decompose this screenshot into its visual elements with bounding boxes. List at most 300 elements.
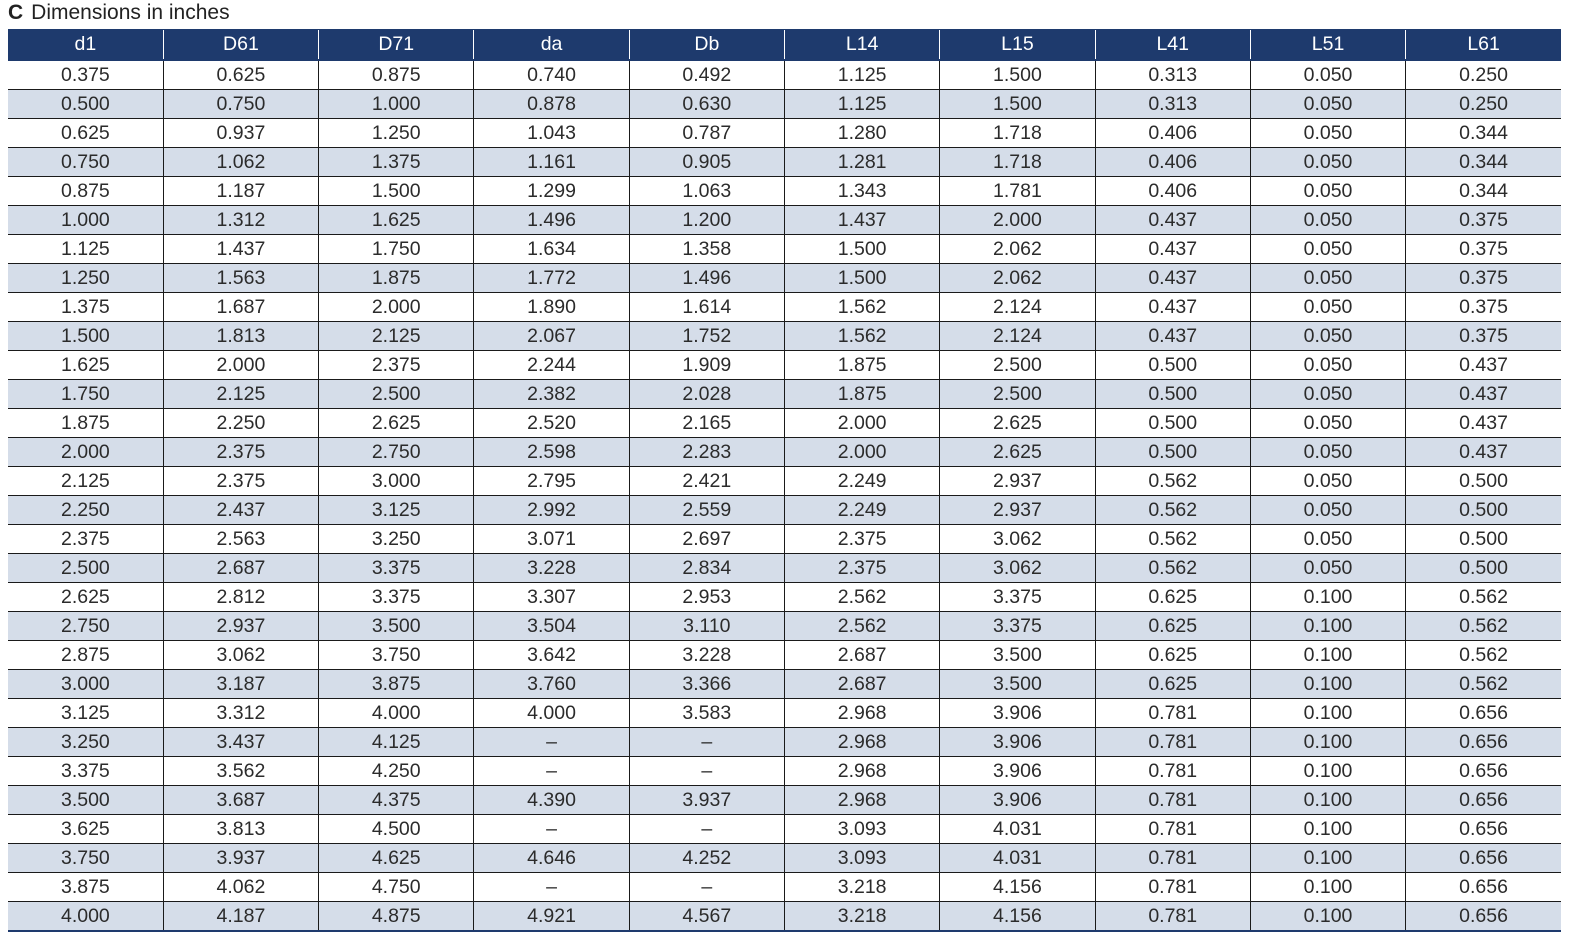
- table-cell: 3.250: [8, 728, 163, 757]
- table-cell: 1.043: [474, 119, 629, 148]
- table-cell: 2.750: [8, 612, 163, 641]
- table-body: [8, 60, 1561, 931]
- table-cell: 0.050: [1250, 119, 1405, 148]
- table-cell: 3.312: [163, 699, 318, 728]
- table-cell: 2.563: [163, 525, 318, 554]
- table-row: [8, 409, 1561, 438]
- table-cell: 2.000: [8, 438, 163, 467]
- table-cell: 4.031: [940, 844, 1095, 873]
- table-cell: 3.250: [319, 525, 474, 554]
- table-cell: 2.249: [784, 496, 939, 525]
- table-cell: 2.500: [319, 380, 474, 409]
- table-cell: 2.421: [629, 467, 784, 496]
- table-cell: 0.562: [1406, 641, 1561, 670]
- table-cell: 0.625: [1095, 670, 1250, 699]
- column-header-db: Db: [629, 30, 784, 61]
- table-cell: 1.500: [784, 235, 939, 264]
- table-cell: 0.437: [1095, 322, 1250, 351]
- table-cell: 1.500: [8, 322, 163, 351]
- table-cell: –: [474, 873, 629, 902]
- table-cell: 0.313: [1095, 90, 1250, 119]
- column-header-l51: L51: [1250, 30, 1405, 61]
- table-cell: 2.062: [940, 264, 1095, 293]
- table-cell: 4.390: [474, 786, 629, 815]
- table-cell: 4.156: [940, 902, 1095, 932]
- table-cell: 4.750: [319, 873, 474, 902]
- table-row: [8, 467, 1561, 496]
- table-cell: 0.630: [629, 90, 784, 119]
- table-cell: 3.937: [629, 786, 784, 815]
- table-cell: 0.437: [1095, 206, 1250, 235]
- table-cell: 2.375: [319, 351, 474, 380]
- table-row: [8, 815, 1561, 844]
- table-cell: 2.697: [629, 525, 784, 554]
- table-cell: 3.500: [940, 670, 1095, 699]
- table-cell: –: [474, 815, 629, 844]
- table-cell: 0.100: [1250, 873, 1405, 902]
- table-cell: 0.562: [1406, 612, 1561, 641]
- table-cell: 2.687: [163, 554, 318, 583]
- table-cell: 1.063: [629, 177, 784, 206]
- table-cell: 3.906: [940, 699, 1095, 728]
- table-cell: 0.050: [1250, 264, 1405, 293]
- table-cell: 1.781: [940, 177, 1095, 206]
- table-cell: 1.161: [474, 148, 629, 177]
- table-cell: 2.625: [940, 438, 1095, 467]
- table-cell: 0.100: [1250, 844, 1405, 873]
- table-row: [8, 786, 1561, 815]
- table-cell: 1.281: [784, 148, 939, 177]
- table-cell: 2.067: [474, 322, 629, 351]
- table-cell: 2.625: [319, 409, 474, 438]
- table-cell: 3.093: [784, 844, 939, 873]
- table-header: [8, 30, 1561, 61]
- table-cell: 2.625: [8, 583, 163, 612]
- table-cell: 0.050: [1250, 60, 1405, 90]
- table-cell: 0.100: [1250, 612, 1405, 641]
- table-row: [8, 60, 1561, 90]
- table-cell: 3.750: [319, 641, 474, 670]
- table-cell: 4.156: [940, 873, 1095, 902]
- table-cell: 0.781: [1095, 699, 1250, 728]
- table-cell: 3.375: [319, 554, 474, 583]
- table-cell: 0.656: [1406, 757, 1561, 786]
- table-row: [8, 148, 1561, 177]
- table-cell: 2.375: [163, 467, 318, 496]
- table-cell: 4.000: [319, 699, 474, 728]
- table-cell: 0.878: [474, 90, 629, 119]
- table-cell: 1.875: [8, 409, 163, 438]
- table-cell: 2.687: [784, 641, 939, 670]
- table-cell: 4.625: [319, 844, 474, 873]
- table-cell: 4.125: [319, 728, 474, 757]
- table-cell: 2.992: [474, 496, 629, 525]
- table-cell: 3.218: [784, 902, 939, 932]
- table-cell: 2.795: [474, 467, 629, 496]
- table-cell: 1.437: [163, 235, 318, 264]
- table-cell: 0.406: [1095, 119, 1250, 148]
- table-cell: 4.031: [940, 815, 1095, 844]
- table-cell: 3.906: [940, 786, 1095, 815]
- table-cell: 2.437: [163, 496, 318, 525]
- table-cell: 0.313: [1095, 60, 1250, 90]
- table-cell: 2.124: [940, 293, 1095, 322]
- table-cell: 3.562: [163, 757, 318, 786]
- table-cell: 2.249: [784, 467, 939, 496]
- table-cell: 2.000: [784, 409, 939, 438]
- table-cell: 0.050: [1250, 351, 1405, 380]
- table-cell: 0.562: [1406, 670, 1561, 699]
- table-cell: 3.375: [940, 583, 1095, 612]
- table-cell: 2.625: [940, 409, 1095, 438]
- table-cell: 1.250: [8, 264, 163, 293]
- table-cell: 0.050: [1250, 554, 1405, 583]
- table-cell: 0.050: [1250, 235, 1405, 264]
- table-row: [8, 699, 1561, 728]
- table-cell: 3.375: [8, 757, 163, 786]
- column-header-l15: L15: [940, 30, 1095, 61]
- table-row: [8, 902, 1561, 932]
- table-cell: 3.375: [319, 583, 474, 612]
- table-cell: 2.953: [629, 583, 784, 612]
- table-cell: 0.656: [1406, 844, 1561, 873]
- table-cell: 4.000: [8, 902, 163, 932]
- table-cell: 0.562: [1095, 554, 1250, 583]
- table-row: [8, 264, 1561, 293]
- table-cell: 0.562: [1095, 496, 1250, 525]
- table-cell: 3.760: [474, 670, 629, 699]
- table-cell: 1.125: [784, 60, 939, 90]
- table-cell: 2.968: [784, 728, 939, 757]
- table-cell: 1.890: [474, 293, 629, 322]
- table-cell: 3.813: [163, 815, 318, 844]
- table-cell: 0.050: [1250, 322, 1405, 351]
- table-cell: 2.125: [319, 322, 474, 351]
- table-cell: 0.050: [1250, 380, 1405, 409]
- table-cell: 3.500: [8, 786, 163, 815]
- table-cell: 2.968: [784, 786, 939, 815]
- table-cell: 1.750: [319, 235, 474, 264]
- table-cell: 2.937: [940, 496, 1095, 525]
- table-cell: 2.375: [163, 438, 318, 467]
- table-cell: 0.625: [1095, 583, 1250, 612]
- table-cell: 0.781: [1095, 844, 1250, 873]
- table-cell: 0.437: [1095, 264, 1250, 293]
- table-cell: 3.125: [319, 496, 474, 525]
- table-cell: 0.781: [1095, 757, 1250, 786]
- table-cell: 1.625: [8, 351, 163, 380]
- table-cell: 0.050: [1250, 148, 1405, 177]
- table-cell: 4.252: [629, 844, 784, 873]
- table-cell: 1.500: [940, 60, 1095, 90]
- table-cell: 0.406: [1095, 148, 1250, 177]
- table-cell: 1.280: [784, 119, 939, 148]
- table-row: [8, 206, 1561, 235]
- table-cell: 1.437: [784, 206, 939, 235]
- table-cell: –: [629, 815, 784, 844]
- dimensions-table: [8, 29, 1561, 932]
- table-row: [8, 525, 1561, 554]
- table-cell: 1.634: [474, 235, 629, 264]
- table-cell: 0.656: [1406, 699, 1561, 728]
- table-cell: 0.100: [1250, 670, 1405, 699]
- table-row: [8, 119, 1561, 148]
- table-row: [8, 554, 1561, 583]
- table-cell: 3.125: [8, 699, 163, 728]
- table-cell: 3.228: [629, 641, 784, 670]
- table-caption: [8, 0, 230, 28]
- table-cell: 0.750: [163, 90, 318, 119]
- table-cell: 3.000: [8, 670, 163, 699]
- table-cell: 2.250: [163, 409, 318, 438]
- table-cell: 1.563: [163, 264, 318, 293]
- table-cell: 0.656: [1406, 873, 1561, 902]
- table-cell: 3.875: [319, 670, 474, 699]
- table-row: [8, 293, 1561, 322]
- table-cell: 0.781: [1095, 786, 1250, 815]
- table-row: [8, 873, 1561, 902]
- table-cell: 1.813: [163, 322, 318, 351]
- table-cell: 4.062: [163, 873, 318, 902]
- table-cell: 0.050: [1250, 90, 1405, 119]
- column-header-d61: D61: [163, 30, 318, 61]
- column-header-l61: L61: [1406, 30, 1561, 61]
- table-cell: 1.718: [940, 148, 1095, 177]
- table-cell: 2.562: [784, 612, 939, 641]
- table-cell: 0.050: [1250, 467, 1405, 496]
- table-cell: 2.500: [8, 554, 163, 583]
- table-cell: 2.520: [474, 409, 629, 438]
- table-cell: 0.375: [1406, 206, 1561, 235]
- column-header-l14: L14: [784, 30, 939, 61]
- table-cell: 0.937: [163, 119, 318, 148]
- table-cell: 3.187: [163, 670, 318, 699]
- table-cell: 0.625: [1095, 612, 1250, 641]
- table-cell: 2.500: [940, 351, 1095, 380]
- table-cell: 0.500: [1095, 409, 1250, 438]
- table-cell: 0.344: [1406, 148, 1561, 177]
- table-cell: 3.875: [8, 873, 163, 902]
- table-cell: 0.625: [163, 60, 318, 90]
- table-row: [8, 844, 1561, 873]
- table-cell: 0.437: [1095, 235, 1250, 264]
- table-cell: 0.437: [1095, 293, 1250, 322]
- column-header-da: da: [474, 30, 629, 61]
- table-cell: 1.496: [629, 264, 784, 293]
- table-cell: 2.937: [163, 612, 318, 641]
- table-cell: 0.905: [629, 148, 784, 177]
- table-cell: 3.750: [8, 844, 163, 873]
- table-cell: 1.875: [784, 351, 939, 380]
- table-cell: 2.165: [629, 409, 784, 438]
- table-row: [8, 177, 1561, 206]
- table-cell: 0.500: [1406, 525, 1561, 554]
- table-cell: 3.218: [784, 873, 939, 902]
- table-cell: 0.500: [1095, 380, 1250, 409]
- table-cell: 2.812: [163, 583, 318, 612]
- table-cell: 2.559: [629, 496, 784, 525]
- table-cell: 1.496: [474, 206, 629, 235]
- table-cell: 3.500: [940, 641, 1095, 670]
- table-cell: 0.050: [1250, 177, 1405, 206]
- table-cell: 0.750: [8, 148, 163, 177]
- table-cell: 2.124: [940, 322, 1095, 351]
- table-cell: 0.656: [1406, 728, 1561, 757]
- column-header-l41: L41: [1095, 30, 1250, 61]
- table-cell: 0.100: [1250, 757, 1405, 786]
- table-cell: 3.093: [784, 815, 939, 844]
- table-cell: 2.968: [784, 757, 939, 786]
- table-cell: 0.500: [1406, 496, 1561, 525]
- table-cell: 0.437: [1406, 409, 1561, 438]
- table-cell: 0.050: [1250, 293, 1405, 322]
- table-cell: 1.250: [319, 119, 474, 148]
- table-cell: 0.050: [1250, 496, 1405, 525]
- table-cell: 4.875: [319, 902, 474, 932]
- table-cell: 3.062: [940, 554, 1095, 583]
- table-cell: 0.100: [1250, 815, 1405, 844]
- table-cell: 2.968: [784, 699, 939, 728]
- table-cell: 2.562: [784, 583, 939, 612]
- table-cell: 1.375: [8, 293, 163, 322]
- table-cell: 3.687: [163, 786, 318, 815]
- table-cell: 2.244: [474, 351, 629, 380]
- table-cell: 2.125: [163, 380, 318, 409]
- table-cell: 2.062: [940, 235, 1095, 264]
- table-cell: 4.921: [474, 902, 629, 932]
- table-cell: 0.562: [1406, 583, 1561, 612]
- table-cell: 1.000: [8, 206, 163, 235]
- table-row: [8, 728, 1561, 757]
- table-cell: 3.937: [163, 844, 318, 873]
- table-cell: –: [629, 757, 784, 786]
- table-cell: 0.050: [1250, 409, 1405, 438]
- table-cell: 0.375: [1406, 293, 1561, 322]
- table-cell: 1.500: [940, 90, 1095, 119]
- table-cell: 3.625: [8, 815, 163, 844]
- table-cell: 1.200: [629, 206, 784, 235]
- table-cell: 2.375: [8, 525, 163, 554]
- table-cell: 2.250: [8, 496, 163, 525]
- table-cell: 1.750: [8, 380, 163, 409]
- table-cell: 4.250: [319, 757, 474, 786]
- table-cell: 1.875: [784, 380, 939, 409]
- table-cell: 0.781: [1095, 902, 1250, 932]
- table-cell: 4.187: [163, 902, 318, 932]
- table-cell: 0.100: [1250, 583, 1405, 612]
- table-cell: 3.110: [629, 612, 784, 641]
- table-cell: 3.583: [629, 699, 784, 728]
- table-cell: 0.100: [1250, 728, 1405, 757]
- table-cell: 4.500: [319, 815, 474, 844]
- table-cell: 1.375: [319, 148, 474, 177]
- table-cell: 3.307: [474, 583, 629, 612]
- table-cell: 1.500: [319, 177, 474, 206]
- table-cell: 1.562: [784, 322, 939, 351]
- table-row: [8, 612, 1561, 641]
- table-cell: 1.909: [629, 351, 784, 380]
- table-row: [8, 757, 1561, 786]
- table-cell: 1.614: [629, 293, 784, 322]
- table-cell: 1.187: [163, 177, 318, 206]
- table-cell: 0.100: [1250, 902, 1405, 932]
- table-cell: 0.740: [474, 60, 629, 90]
- table-cell: 0.375: [1406, 264, 1561, 293]
- caption-text: Dimensions in inches: [31, 1, 230, 24]
- table-cell: –: [474, 757, 629, 786]
- table-cell: 2.000: [163, 351, 318, 380]
- table-cell: 2.000: [940, 206, 1095, 235]
- table-cell: 1.772: [474, 264, 629, 293]
- table-cell: 3.000: [319, 467, 474, 496]
- table-cell: 2.375: [784, 554, 939, 583]
- table-cell: 0.250: [1406, 90, 1561, 119]
- table-cell: 0.375: [1406, 322, 1561, 351]
- table-cell: 1.358: [629, 235, 784, 264]
- table-cell: 1.718: [940, 119, 1095, 148]
- table-cell: 3.500: [319, 612, 474, 641]
- table-cell: 0.656: [1406, 786, 1561, 815]
- table-cell: 3.906: [940, 757, 1095, 786]
- table-cell: 2.125: [8, 467, 163, 496]
- table-cell: 0.562: [1095, 525, 1250, 554]
- table-cell: 0.500: [1406, 467, 1561, 496]
- column-header-d71: D71: [319, 30, 474, 61]
- table-cell: 0.100: [1250, 786, 1405, 815]
- table-row: [8, 583, 1561, 612]
- table-row: [8, 380, 1561, 409]
- table-cell: 2.598: [474, 438, 629, 467]
- table-cell: 1.562: [784, 293, 939, 322]
- table-cell: 2.000: [784, 438, 939, 467]
- table-cell: 1.312: [163, 206, 318, 235]
- table-cell: 1.625: [319, 206, 474, 235]
- table-cell: 0.500: [1406, 554, 1561, 583]
- table-row: [8, 496, 1561, 525]
- table-cell: 0.562: [1095, 467, 1250, 496]
- table-cell: 0.500: [1095, 351, 1250, 380]
- table-cell: 1.000: [319, 90, 474, 119]
- table-cell: 0.050: [1250, 525, 1405, 554]
- table-row: [8, 351, 1561, 380]
- table-cell: 0.781: [1095, 728, 1250, 757]
- table-cell: 2.028: [629, 380, 784, 409]
- table-cell: –: [474, 728, 629, 757]
- table-cell: 0.437: [1406, 351, 1561, 380]
- table-cell: 0.625: [1095, 641, 1250, 670]
- table-cell: 4.000: [474, 699, 629, 728]
- table-cell: 2.500: [940, 380, 1095, 409]
- header-row: [8, 30, 1561, 61]
- table-cell: –: [629, 873, 784, 902]
- table-cell: 2.937: [940, 467, 1095, 496]
- table-cell: 4.375: [319, 786, 474, 815]
- table-cell: 2.382: [474, 380, 629, 409]
- table-cell: 3.062: [940, 525, 1095, 554]
- table-cell: 0.250: [1406, 60, 1561, 90]
- table-row: [8, 670, 1561, 699]
- table-cell: 0.492: [629, 60, 784, 90]
- table-cell: 0.050: [1250, 438, 1405, 467]
- table-cell: 1.299: [474, 177, 629, 206]
- table-cell: 4.646: [474, 844, 629, 873]
- table-cell: 0.781: [1095, 815, 1250, 844]
- table-cell: 0.375: [8, 60, 163, 90]
- table-cell: 2.875: [8, 641, 163, 670]
- table-cell: 0.344: [1406, 119, 1561, 148]
- table-cell: 0.344: [1406, 177, 1561, 206]
- table-cell: 3.375: [940, 612, 1095, 641]
